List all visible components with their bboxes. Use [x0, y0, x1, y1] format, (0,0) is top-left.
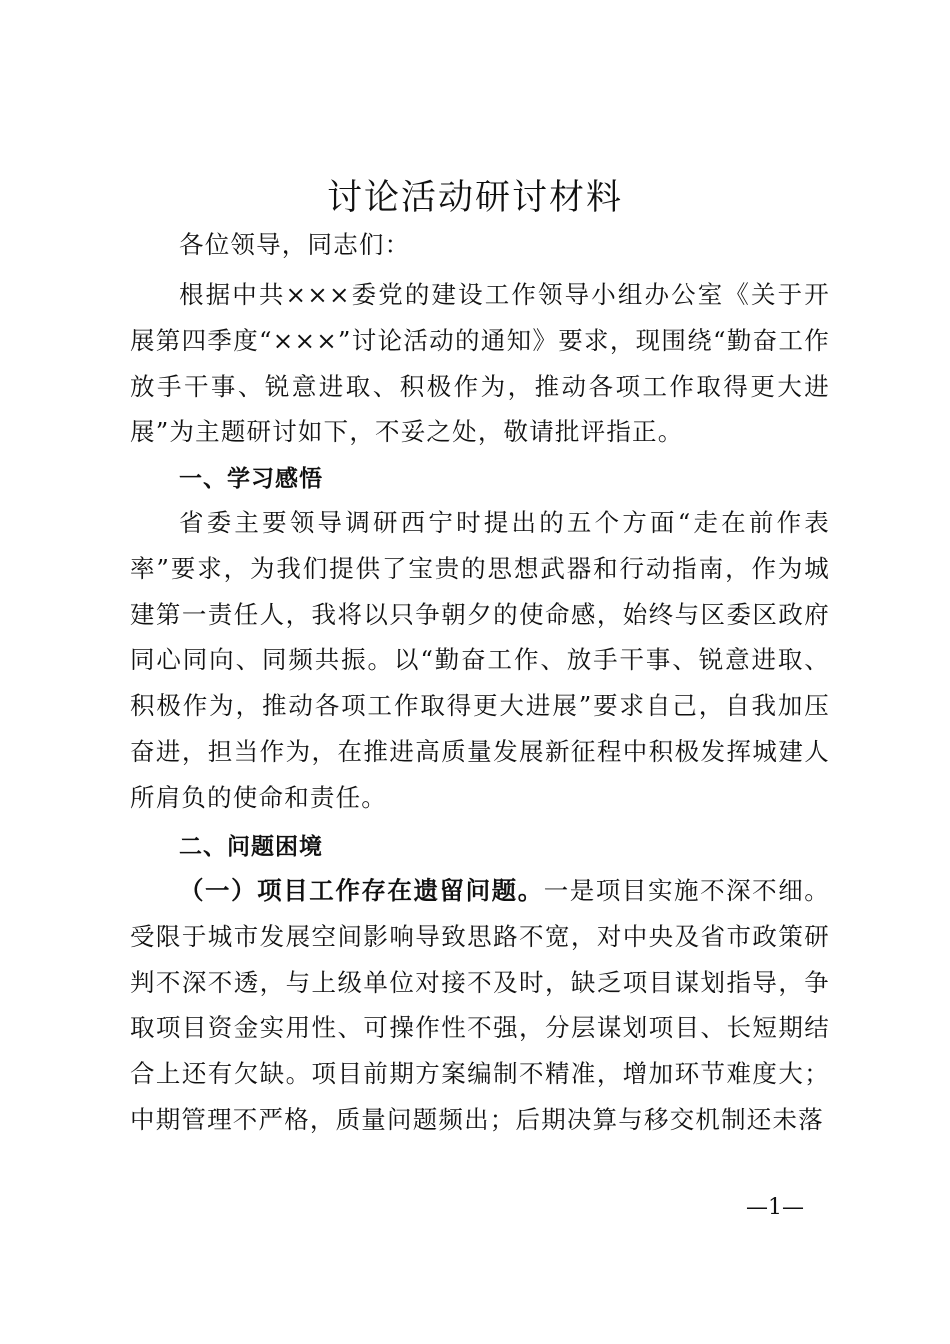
section-heading-problems: 二、问题困境	[179, 834, 323, 860]
document-title: 讨论活动研讨材料	[326, 178, 623, 218]
intro-paragraph: 根据中共×××委党的建设工作领导小组办公室《关于开展第四季度“×××”讨论活动的通知》要求，现围绕“勤奋工作放手干事、锐意进取、积极作为，推动各项工作取得更大进展”为主题研讨如下，不妥之处，敬请批评指正。	[130, 280, 830, 447]
problems-paragraph	[130, 868, 830, 1143]
page-number: —1—	[746, 1195, 804, 1220]
problems-subheading: （一）项目工作存在遗留问题。	[179, 876, 544, 905]
learning-paragraph: 省委主要领导调研西宁时提出的五个方面“走在前作表率”要求，为我们提供了宝贵的思想武器和行动指南，作为城建第一责任人，我将以只争朝夕的使命感，始终与区委区政府同心同向、同频共振。以“勤奋工作、放手干事、锐意进取、积极作为，推动各项工作取得更大进展”要求自己，自我加压奋进，担当作为，在推进高质量发展新征程中积极发挥城建人所肩负的使命和责任。	[130, 508, 830, 812]
section-heading-learning: 一、学习感悟	[179, 466, 323, 492]
problems-text: 一是项目实施不深不细。受限于城市发展空间影响导致思路不宽，对中央及省市政策研判不深不透，与上级单位对接不及时，缺乏项目谋划指导，争取项目资金实用性、可操作性不强，分层谋划项目、长短期结合上还有欠缺。项目前期方案编制不精准，增加环节难度大；中期管理不严格，质量问题频出；后期决算与移交机制还未落	[130, 876, 830, 1134]
greeting: 各位领导，同志们：	[179, 230, 411, 259]
